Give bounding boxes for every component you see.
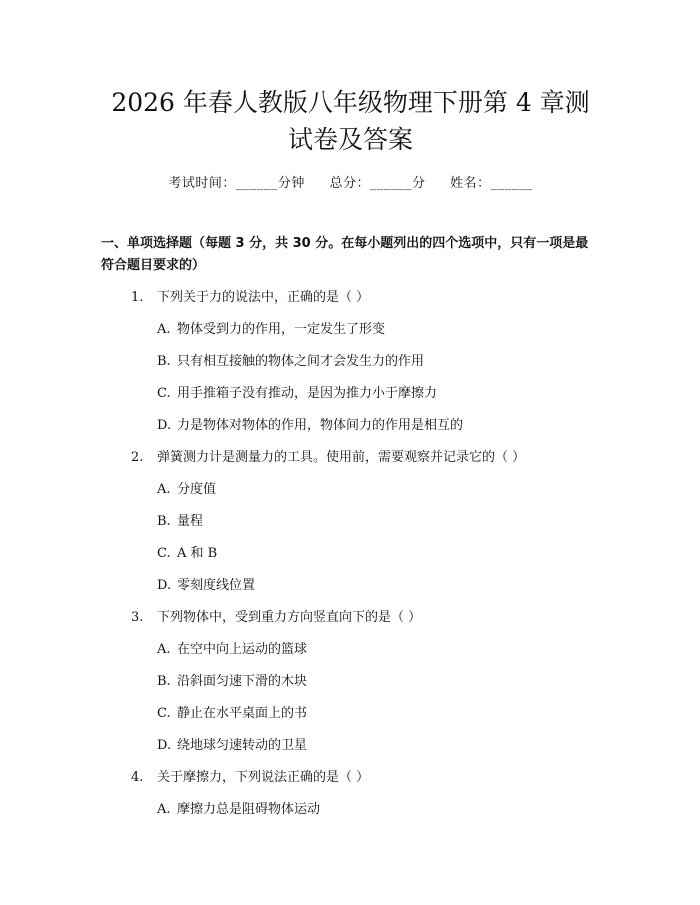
option-letter: B. [157,354,171,369]
question-item [101,287,600,437]
answer-option [157,799,600,821]
student-name: 姓名：______ [450,176,533,191]
question-stem [131,767,600,789]
option-text: A 和 B [177,546,218,561]
question-number: 3. [131,610,144,625]
question-list [101,287,600,821]
option-letter: A. [157,642,171,657]
question-stem [131,607,600,629]
option-letter: D. [157,578,172,593]
option-text: 沿斜面匀速下滑的木块 [177,674,308,689]
answer-option [157,383,600,405]
option-letter: B. [157,514,171,529]
option-letter: C. [157,386,171,401]
question-stem [131,447,600,469]
question-text: 下列关于力的说法中，正确的是（ ） [157,290,370,305]
option-text: 绕地球匀速转动的卫星 [177,738,308,753]
option-text: 只有相互接触的物体之间才会发生力的作用 [177,354,425,369]
answer-option [157,671,600,693]
option-text: 在空中向上运动的篮球 [177,642,308,657]
option-text: 摩擦力总是阻碍物体运动 [177,802,321,817]
option-letter: B. [157,674,171,689]
option-text: 力是物体对物体的作用，物体间力的作用是相互的 [177,418,464,433]
question-number: 2. [131,450,144,465]
page-title: 2026 年春人教版八年级物理下册第 4 章测试卷及答案 [111,88,590,154]
option-text: 静止在水平桌面上的书 [177,706,308,721]
section-heading: 一、单项选择题（每题 3 分，共 30 分。在每小题列出的四个选项中，只有一项是最符合题目要求的） [101,236,589,273]
total-score: 总分：______分 [329,176,426,191]
question-text: 下列物体中，受到重力方向竖直向下的是（ ） [157,610,422,625]
option-letter: A. [157,322,171,337]
answer-option [157,319,600,341]
question-text: 弹簧测力计是测量力的工具。使用前，需要观察并记录它的（ ） [157,450,526,465]
answer-option [157,575,600,597]
option-letter: A. [157,802,171,817]
answer-option [157,735,600,757]
exam-info [101,172,600,191]
option-letter: C. [157,706,171,721]
question-number: 1. [131,290,144,305]
answer-option [157,351,600,373]
answer-option [157,703,600,725]
option-letter: A. [157,482,171,497]
option-letter: D. [157,418,172,433]
option-text: 用手推箱子没有推动，是因为推力小于摩擦力 [177,386,438,401]
question-stem [131,287,600,309]
answer-option [157,479,600,501]
option-text: 量程 [177,514,204,529]
question-item [101,447,600,597]
answer-option [157,639,600,661]
option-text: 分度值 [177,482,217,497]
answer-option [157,415,600,437]
question-item [101,607,600,757]
answer-option [157,543,600,565]
option-letter: C. [157,546,171,561]
option-letter: D. [157,738,172,753]
question-item [101,767,600,821]
option-text: 零刻度线位置 [177,578,256,593]
option-text: 物体受到力的作用，一定发生了形变 [177,322,386,337]
answer-option [157,511,600,533]
exam-time: 考试时间：______分钟 [168,176,305,191]
question-text: 关于摩擦力，下列说法正确的是（ ） [157,770,370,785]
question-number: 4. [131,770,144,785]
